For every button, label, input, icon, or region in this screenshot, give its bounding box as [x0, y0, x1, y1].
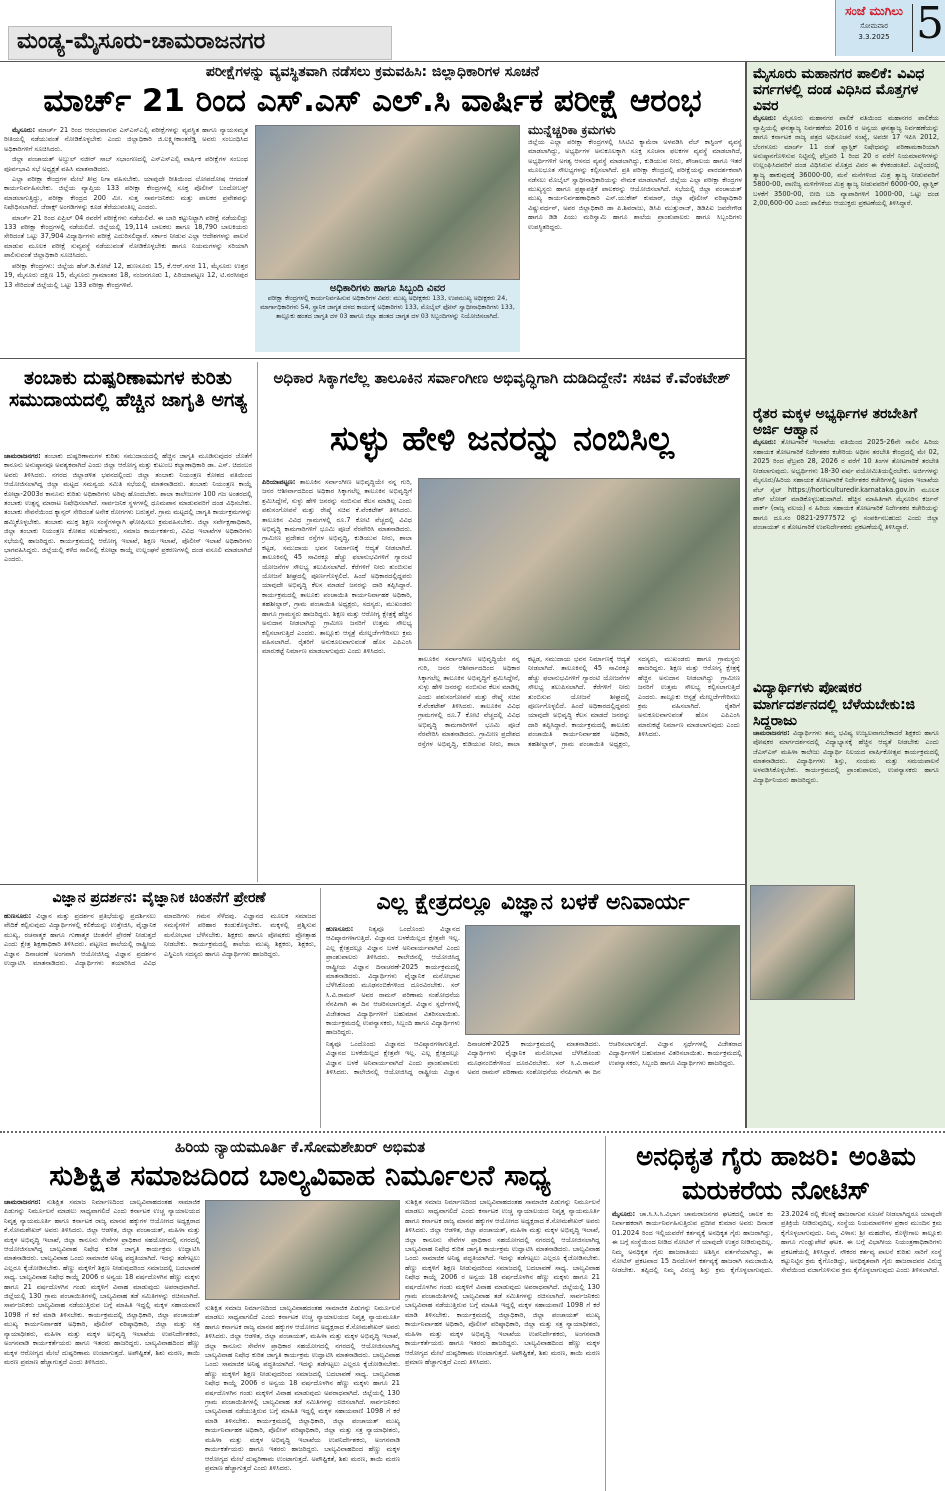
top-headline: ಮಾರ್ಚ್ 21 ರಿಂದ ಎಸ್.ಎಸ್ ಎಲ್.ಸಿ ವಾರ್ಷಿಕ ಪರೀಕ್ಷೆ ಆರಂಭ: [43, 83, 702, 119]
photo-caption-box: ಅಧಿಕಾರಿಗಳು ಹಾಗೂ ಸಿಬ್ಬಂದಿ ವಿವರ ಪರೀಕ್ಷಾ ಕೇಂದ್ರಗಳಲ್ಲಿ ಕಾರ್ಯನಿರ್ವಹಿಸುವ ಅಧಿಕಾರಿಗಳ ವಿವರ: ಮುಖ್ಯ ಅಧೀಕ್ಷಕರು 133, ಉಪಮುಖ್ಯ ಅಧೀಕ್ಷಕರು 24, ಮಾರ್ಗಾಧಿಕಾರಿಗಳು 54, ಸ್ಥಾನಿಕ ಜಾಗೃತ ದಳದ ಕಾರ್ಯಕ್ಕೆ ಅಧಿಕಾರಿಗಳು 133, ಮೊಬೈಲ್ ಫೋನ್ ಸ್ವಾಧೀನಾಧಿಕಾರಿಗಳು 133, ತಾಲ್ಲೂಕು ಹಂತದ ಜಾಗೃತಿ ದಳ 03 ಹಾಗೂ ಜಿಲ್ಲಾ ಹಂತದ ಜಾಗೃತ ದಳ 03 ಸಿಬ್ಬಂದಿಗಳನ್ನು ನಿಯೋಜಿಸಲಾಗಿದೆ.: [255, 280, 520, 352]
child-marriage-kicker: ಹಿರಿಯ ನ್ಯಾಯಮೂರ್ತಿ ಕೆ.ಸೋಮಶೇಖರ್ ಅಭಿಮತ: [174, 1138, 426, 1156]
top-kicker: ಪರೀಕ್ಷೆಗಳನ್ನು ವ್ಯವಸ್ಥಿತವಾಗಿ ನಡೆಸಲು ಕ್ರಮವಹಿಸಿ: ಜಿಲ್ಲಾಧಿಕಾರಿಗಳ ಸೂಚನೆ: [205, 64, 540, 80]
minister-kicker: ಅಧಿಕಾರ ಸಿಕ್ಕಾಗಲೆಲ್ಲ ತಾಲೂಕಿನ ಸರ್ವಾಂಗೀಣ ಅಭಿವೃದ್ಧಿಗಾಗಿ ದುಡಿದಿದ್ದೇನೆ: ಸಚಿವ ಕೆ.ವೆಂಕಟೇಶ್: [273, 369, 731, 387]
science-exhibition-headline: ವಿಜ್ಞಾನ ಪ್ರದರ್ಶನ: ವೈಜ್ಞಾನಿಕ ಚಿಂತನೆಗೆ ಪ್ರೇರಣೆ: [52, 890, 266, 906]
day-label: ಸೋಮವಾರ: [860, 22, 888, 30]
absence-notice-body: ಮೈಸೂರು: ಚಾ.ಸಿ.ಸಿ.ಸಿ.ವಿಭಾಗ ಚಾಮರಾಜನಗರ ಘಟಕದಲ್ಲಿ ಚಾಲಕ ಕಂ ನಿರ್ವಾಹಕರಾಗಿ ಕಾರ್ಯನಿರ್ವಹಿಸುತ್ತಿರುವ ಪ್ರದೀಪ ಕುಮಾರ ಅವರು ದಿನಾಂಕ 01.2024 ರಿಂದ ಇಲ್ಲಿಯವರೆಗೆ ಕರ್ತವ್ಯಕ್ಕೆ ಅನಧಿಕೃತ ಗೈರು ಹಾಜರಾಗಿದ್ದು, ಈ ಬಗ್ಗೆ ಸಂಸ್ಥೆಯಿಂದ ನೀಡಿದ ನೋಟಿಸ್ ಗೆ ಯಾವುದೇ ಉತ್ತರ ನೀಡಿರುವುದಿಲ್ಲ. ನಿಮ್ಮ ಅನಧಿಕೃತ ಗೈರು ಹಾಜರಾತಿಯು ಅಶಿಸ್ತಿನ ವರ್ತನೆಯಾಗಿದ್ದು, ಈ ನೋಟಿಸ್ ಪ್ರಕಟವಾದ 15 ದಿನದೊಳಗೆ ಕರ್ತವ್ಯಕ್ಕೆ ಹಾಜರಾಗಿ ಸಮಜಾಯಿಷಿ ನೀಡಬೇಕು. ತಪ್ಪಿದಲ್ಲಿ ನಿಮ್ಮ ವಿರುದ್ಧ ಶಿಸ್ತು ಕ್ರಮ ಕೈಗೊಳ್ಳಲಾಗುವುದು. 23.2024 ರಲ್ಲಿ ಕೆಲಸಕ್ಕೆ ಹಾಜರಾಗುವ ಸೂಚನೆ ನೀಡಲಾಗಿದ್ದರೂ ಯಾವುದೇ ಪ್ರತಿಕ್ರಿಯೆ ನೀಡಿರುವುದಿಲ್ಲ. ಸಂಸ್ಥೆಯ ನಿಯಮಾವಳಿಗಳ ಪ್ರಕಾರ ಮುಂದಿನ ಕ್ರಮ ಕೈಗೊಳ್ಳಲಾಗುವುದು. ನಿಮ್ಮ ವಿಳಾಸ: ಶ್ರೀ ಮಹದೇವ, ಕೊಳ್ಳೇಗಾಲ ತಾಲ್ಲೂಕು ಹಾಗೂ ಗುಂಡ್ಲುಪೇಟೆ ಘಟಕ. ಈ ಬಗ್ಗೆ ವಿಭಾಗೀಯ ನಿಯಂತ್ರಣಾಧಿಕಾರಿಗಳು ಪ್ರಕಟಣೆಯಲ್ಲಿ ತಿಳಿಸಿದ್ದಾರೆ. ನೌಕರರ ಕರ್ತವ್ಯ ಪಾಲನೆ ಕುರಿತು ಸಾರಿಗೆ ಸಂಸ್ಥೆ ಕಟ್ಟುನಿಟ್ಟಿನ ಕ್ರಮ ಕೈಗೊಂಡಿದ್ದು, ಅನಧಿಕೃತವಾಗಿ ಗೈರು ಹಾಜರಾದವರ ವಿರುದ್ಧ ಸೇವೆಯಿಂದ ವಜಾಗೊಳಿಸುವ ಕ್ರಮ ಕೈಗೊಳ್ಳಲಾಗುವುದು ಎಂದು ತಿಳಿಸಲಾಗಿದೆ.: [612, 1210, 942, 1275]
sidebar-headline-3: ವಿದ್ಯಾರ್ಥಿಗಳು ಪೋಷಕರ ಮಾರ್ಗದರ್ಶನದಲ್ಲಿ ಬೆಳೆಯಬೇಕು:ಜಿ ಸಿದ್ದರಾಜು: [753, 680, 916, 729]
tobacco-article-body: ಚಾಮರಾಜನಗರ: ತಂಬಾಕು ದುಷ್ಪರಿಣಾಮಗಳ ಕುರಿತು ಸಮುದಾಯದಲ್ಲಿ ಹೆಚ್ಚಿನ ಜಾಗೃತಿ ಮೂಡಿಸುವುದರ ಜೊತೆಗೆ ಕಾನೂನು ಅನುಷ್ಠಾನವೂ ಅವಶ್ಯಕವಾಗಿದೆ ಎಂದು ಜಿಲ್ಲಾ ಆರೋಗ್ಯ ಮತ್ತು ಕುಟುಂಬ ಕಲ್ಯಾಣಾಧಿಕಾರಿ ಡಾ. ಎಸ್. ಚಿದಂಬರ ಅವರು ತಿಳಿಸಿದರು. ನಗರದ ಜಿಲ್ಲಾಡಳಿತ ಭವನದಲ್ಲಿಂದು ಜಿಲ್ಲಾ ತಂಬಾಕು ನಿಯಂತ್ರಣ ಕೋಶದ ವತಿಯಿಂದ ಆಯೋಜಿಸಲಾಗಿದ್ದ ಜಿಲ್ಲಾ ಮಟ್ಟದ ಸಮನ್ವಯ ಸಮಿತಿ ಸಭೆಯಲ್ಲಿ ಮಾತನಾಡಿದರು. ತಂಬಾಕು ನಿಯಂತ್ರಣ ಕಾಯ್ದೆ ಕೋಟ್ಪಾ-2003ರ ಕಾನೂನು ಕುರಿತು ಅಧಿಕಾರಿಗಳು ಅರಿವು ಹೊಂದಬೇಕು. ಶಾಲಾ ಕಾಲೇಜುಗಳ 100 ಗಜ ಅಂತರದಲ್ಲಿ ತಂಬಾಕು ಉತ್ಪನ್ನ ಮಾರಾಟ ನಿಷೇಧಿಸಲಾಗಿದೆ. ಸಾರ್ವಜನಿಕ ಸ್ಥಳಗಳಲ್ಲಿ ಧೂಮಪಾನ ಮಾಡುವವರಿಗೆ ದಂಡ ವಿಧಿಸಬೇಕು. ತಂಬಾಕು ಸೇವನೆಯಿಂದ ಕ್ಯಾನ್ಸರ್ ಸೇರಿದಂತೆ ಅನೇಕ ರೋಗಗಳು ಬರುತ್ತವೆ. ಗ್ರಾಮ ಮಟ್ಟದಲ್ಲಿ ಜಾಗೃತಿ ಕಾರ್ಯಕ್ರಮಗಳನ್ನು ಹಮ್ಮಿಕೊಳ್ಳಬೇಕು. ತಂಬಾಕು ಮುಕ್ತ ಶಿಕ್ಷಣ ಸಂಸ್ಥೆಗಳನ್ನಾಗಿ ಘೋಷಿಸಲು ಕ್ರಮವಹಿಸಬೇಕು. ಜಿಲ್ಲಾ ಸರ್ವೇಕ್ಷಣಾಧಿಕಾರಿ, ಜಿಲ್ಲಾ ತಂಬಾಕು ನಿಯಂತ್ರಣ ಕೋಶದ ಸಲಹೆಗಾರರು, ಸಮಾಜ ಕಾರ್ಯಕರ್ತರು, ವಿವಿಧ ಇಲಾಖೆಗಳ ಅಧಿಕಾರಿಗಳು ಸಭೆಯಲ್ಲಿ ಹಾಜರಿದ್ದರು. ಕಾರ್ಯಕ್ರಮದಲ್ಲಿ ಆರೋಗ್ಯ ಇಲಾಖೆ, ಶಿಕ್ಷಣ ಇಲಾಖೆ, ಪೊಲೀಸ್ ಇಲಾಖೆ ಅಧಿಕಾರಿಗಳು ಭಾಗವಹಿಸಿದ್ದರು. ಜಿಲ್ಲೆಯಲ್ಲಿ ಕಳೆದ ಸಾಲಿನಲ್ಲಿ ಕೋಟ್ಪಾ ಕಾಯ್ದೆ ಉಲ್ಲಂಘನೆ ಪ್ರಕರಣಗಳಲ್ಲಿ ದಂಡ ವಸೂಲಿ ಮಾಡಲಾಗಿದೆ ಎಂದರು.: [4, 452, 252, 564]
child-marriage-headline: ಸುಶಿಕ್ಷಿತ ಸಮಾಜದಿಂದ ಬಾಲ್ಯವಿವಾಹ ನಿರ್ಮೂಲನೆ ಸಾಧ್ಯ: [49, 1159, 551, 1192]
child-marriage-body: ಚಾಮರಾಜನಗರ: ಸುಶಿಕ್ಷಿತ ಸಮಾಜ ನಿರ್ಮಾಣದಿಂದ ಬಾಲ್ಯವಿವಾಹದಂತಹ ಸಾಮಾಜಿಕ ಪಿಡುಗನ್ನು ನಿರ್ಮೂಲನೆ ಮಾಡಲು ಸಾಧ್ಯವಾಗಲಿದೆ ಎಂದು ಕರ್ನಾಟಕ ಉಚ್ಚ ನ್ಯಾಯಾಲಯದ ನಿವೃತ್ತ ನ್ಯಾಯಮೂರ್ತಿ ಹಾಗೂ ಕರ್ನಾಟಕ ರಾಜ್ಯ ಮಾನವ ಹಕ್ಕುಗಳ ಆಯೋಗದ ಅಧ್ಯಕ್ಷರಾದ ಕೆ.ಸೋಮಶೇಖರ್ ಅವರು ತಿಳಿಸಿದರು. ಜಿಲ್ಲಾ ಆಡಳಿತ, ಜಿಲ್ಲಾ ಪಂಚಾಯತ್, ಮಹಿಳಾ ಮತ್ತು ಮಕ್ಕಳ ಅಭಿವೃದ್ಧಿ ಇಲಾಖೆ, ಜಿಲ್ಲಾ ಕಾನೂನು ಸೇವೆಗಳ ಪ್ರಾಧಿಕಾರ ಸಹಯೋಗದಲ್ಲಿ ನಗರದಲ್ಲಿ ಆಯೋಜಿಸಲಾಗಿದ್ದ ಬಾಲ್ಯವಿವಾಹ ನಿಷೇಧ ಕುರಿತ ಜಾಗೃತಿ ಕಾರ್ಯಕ್ರಮ ಉದ್ಘಾಟಿಸಿ ಮಾತನಾಡಿದರು. ಬಾಲ್ಯವಿವಾಹ ಒಂದು ಸಾಮಾಜಿಕ ಅನಿಷ್ಟ ಪದ್ಧತಿಯಾಗಿದೆ. ಇದನ್ನು ತಡೆಗಟ್ಟಲು ಎಲ್ಲರೂ ಕೈಜೋಡಿಸಬೇಕು. ಹೆಣ್ಣು ಮಕ್ಕಳಿಗೆ ಶಿಕ್ಷಣ ನೀಡುವುದರಿಂದ ಸಮಾಜದಲ್ಲಿ ಬದಲಾವಣೆ ಸಾಧ್ಯ. ಬಾಲ್ಯವಿವಾಹ ನಿಷೇಧ ಕಾಯ್ದೆ 2006 ರ ಅನ್ವಯ 18 ವರ್ಷದೊಳಗಿನ ಹೆಣ್ಣು ಮಕ್ಕಳು ಹಾಗೂ 21 ವರ್ಷದೊಳಗಿನ ಗಂಡು ಮಕ್ಕಳಿಗೆ ವಿವಾಹ ಮಾಡುವುದು ಅಪರಾಧವಾಗಿದೆ. ಜಿಲ್ಲೆಯಲ್ಲಿ 130 ಗ್ರಾಮ ಪಂಚಾಯಿತಿಗಳಲ್ಲಿ ಬಾಲ್ಯವಿವಾಹ ತಡೆ ಸಮಿತಿಗಳನ್ನು ರಚಿಸಲಾಗಿದೆ. ಸಾರ್ವಜನಿಕರು ಬಾಲ್ಯವಿವಾಹ ನಡೆಯುತ್ತಿರುವ ಬಗ್ಗೆ ಮಾಹಿತಿ ಇದ್ದಲ್ಲಿ ಮಕ್ಕಳ ಸಹಾಯವಾಣಿ 1098 ಗೆ ಕರೆ ಮಾಡಿ ತಿಳಿಸಬೇಕು. ಕಾರ್ಯಕ್ರಮದಲ್ಲಿ ಜಿಲ್ಲಾಧಿಕಾರಿ, ಜಿಲ್ಲಾ ಪಂಚಾಯತ್ ಮುಖ್ಯ ಕಾರ್ಯನಿರ್ವಾಹಕ ಅಧಿಕಾರಿ, ಪೊಲೀಸ್ ವರಿಷ್ಠಾಧಿಕಾರಿ, ಜಿಲ್ಲಾ ಮತ್ತು ಸತ್ರ ನ್ಯಾಯಾಧೀಶರು, ಮಹಿಳಾ ಮತ್ತು ಮಕ್ಕಳ ಅಭಿವೃದ್ಧಿ ಇಲಾಖೆಯ ಉಪನಿರ್ದೇಶಕರು, ಅಂಗನವಾಡಿ ಕಾರ್ಯಕರ್ತೆಯರು ಹಾಗೂ ಇತರರು ಹಾಜರಿದ್ದರು. ಬಾಲ್ಯವಿವಾಹದಿಂದ ಹೆಣ್ಣು ಮಕ್ಕಳ ಆರೋಗ್ಯದ ಮೇಲೆ ದುಷ್ಪರಿಣಾಮ ಉಂಟಾಗುತ್ತದೆ. ಅಪೌಷ್ಟಿಕತೆ, ಶಿಶು ಮರಣ, ತಾಯಿ ಮರಣ ಪ್ರಮಾಣ ಹೆಚ್ಚಾಗುತ್ತದೆ ಎಂದು ತಿಳಿಸಿದರು.: [4, 1198, 200, 1366]
minister-article-continued: ತಾಲೂಕಿನ ಸರ್ವಾಂಗೀಣ ಅಭಿವೃದ್ಧಿಯೇ ನನ್ನ ಗುರಿ, ಜನರ ಆಶೀರ್ವಾದದಿಂದ ಅಧಿಕಾರ ಸಿಕ್ಕಾಗಲೆಲ್ಲ ತಾಲೂಕಿನ ಅಭಿವೃದ್ಧಿಗೆ ಶ್ರಮಿಸಿದ್ದೇನೆ, ಸುಳ್ಳು ಹೇಳಿ ಜನರನ್ನು ನಂಬಿಸುವ ಕೆಲಸ ಮಾಡಿಲ್ಲ ಎಂದು ಪಶುಸಂಗೋಪನೆ ಮತ್ತು ರೇಷ್ಮೆ ಸಚಿವ ಕೆ.ವೆಂಕಟೇಶ್ ತಿಳಿಸಿದರು. ತಾಲೂಕಿನ ವಿವಿಧ ಗ್ರಾಮಗಳಲ್ಲಿ ರೂ.7 ಕೋಟಿ ವೆಚ್ಚದಲ್ಲಿ ವಿವಿಧ ಅಭಿವೃದ್ಧಿ ಕಾಮಗಾರಿಗಳಿಗೆ ಭೂಮಿ ಪೂಜೆ ನೆರವೇರಿಸಿ ಮಾತನಾಡಿದರು. ಗ್ರಾಮೀಣ ಪ್ರದೇಶದ ರಸ್ತೆಗಳ ಅಭಿವೃದ್ಧಿ, ಕುಡಿಯುವ ನೀರು, ಶಾಲಾ ಕಟ್ಟಡ, ಸಮುದಾಯ ಭವನ ನಿರ್ಮಾಣಕ್ಕೆ ಆದ್ಯತೆ ನೀಡಲಾಗಿದೆ. ತಾಲೂಕಿನಲ್ಲಿ 45 ಸಾವಿರಕ್ಕೂ ಹೆಚ್ಚು ಫಲಾನುಭವಿಗಳಿಗೆ ಗ್ಯಾರಂಟಿ ಯೋಜನೆಗಳ ಸೌಲಭ್ಯ ತಲುಪಿಸಲಾಗಿದೆ. ಕೆರೆಗಳಿಗೆ ನೀರು ತುಂಬಿಸುವ ಯೋಜನೆ ಶೀಘ್ರದಲ್ಲಿ ಪೂರ್ಣಗೊಳ್ಳಲಿದೆ. ಹಿಂದೆ ಅಧಿಕಾರದಲ್ಲಿದ್ದವರು ಯಾವುದೇ ಅಭಿವೃದ್ಧಿ ಕೆಲಸ ಮಾಡದೆ ಜನರನ್ನು ದಾರಿ ತಪ್ಪಿಸಿದ್ದಾರೆ. ಕಾರ್ಯಕ್ರಮದಲ್ಲಿ ತಾಲೂಕು ಪಂಚಾಯಿತಿ ಕಾರ್ಯನಿರ್ವಾಹಕ ಅಧಿಕಾರಿ, ತಹಶೀಲ್ದಾರ್, ಗ್ರಾಮ ಪಂಚಾಯಿತಿ ಅಧ್ಯಕ್ಷರು, ಸದಸ್ಯರು, ಮುಖಂಡರು ಹಾಗೂ ಗ್ರಾಮಸ್ಥರು ಹಾಜರಿದ್ದರು. ಶಿಕ್ಷಣ ಮತ್ತು ಆರೋಗ್ಯ ಕ್ಷೇತ್ರಕ್ಕೆ ಹೆಚ್ಚಿನ ಅನುದಾನ ನೀಡಲಾಗಿದ್ದು ಗ್ರಾಮೀಣ ಜನರಿಗೆ ಉತ್ತಮ ಸೌಲಭ್ಯ ಕಲ್ಪಿಸಲಾಗುತ್ತಿದೆ ಎಂದರು. ತಾಲ್ಲೂಕು ಆಸ್ಪತ್ರೆ ಮೇಲ್ದರ್ಜೆಗೇರಿಸಲು ಕ್ರಮ ವಹಿಸಲಾಗಿದೆ. ರೈತರಿಗೆ ಅನುಕೂಲವಾಗುವಂತೆ ಹೊಸ ಎಪಿಎಂಸಿ ಮಾರುಕಟ್ಟೆ ನಿರ್ಮಾಣ ಮಾಡಲಾಗುವುದು ಎಂದು ತಿಳಿಸಿದರು.: [418, 655, 740, 748]
student-event-photo: [750, 885, 855, 1000]
minister-article-body: ಪಿರಿಯಾಪಟ್ಟಣ: ತಾಲೂಕಿನ ಸರ್ವಾಂಗೀಣ ಅಭಿವೃದ್ಧಿಯೇ ನನ್ನ ಗುರಿ, ಜನರ ಆಶೀರ್ವಾದದಿಂದ ಅಧಿಕಾರ ಸಿಕ್ಕಾಗಲೆಲ್ಲ ತಾಲೂಕಿನ ಅಭಿವೃದ್ಧಿಗೆ ಶ್ರಮಿಸಿದ್ದೇನೆ, ಸುಳ್ಳು ಹೇಳಿ ಜನರನ್ನು ನಂಬಿಸುವ ಕೆಲಸ ಮಾಡಿಲ್ಲ ಎಂದು ಪಶುಸಂಗೋಪನೆ ಮತ್ತು ರೇಷ್ಮೆ ಸಚಿವ ಕೆ.ವೆಂಕಟೇಶ್ ತಿಳಿಸಿದರು. ತಾಲೂಕಿನ ವಿವಿಧ ಗ್ರಾಮಗಳಲ್ಲಿ ರೂ.7 ಕೋಟಿ ವೆಚ್ಚದಲ್ಲಿ ವಿವಿಧ ಅಭಿವೃದ್ಧಿ ಕಾಮಗಾರಿಗಳಿಗೆ ಭೂಮಿ ಪೂಜೆ ನೆರವೇರಿಸಿ ಮಾತನಾಡಿದರು. ಗ್ರಾಮೀಣ ಪ್ರದೇಶದ ರಸ್ತೆಗಳ ಅಭಿವೃದ್ಧಿ, ಕುಡಿಯುವ ನೀರು, ಶಾಲಾ ಕಟ್ಟಡ, ಸಮುದಾಯ ಭವನ ನಿರ್ಮಾಣಕ್ಕೆ ಆದ್ಯತೆ ನೀಡಲಾಗಿದೆ. ತಾಲೂಕಿನಲ್ಲಿ 45 ಸಾವಿರಕ್ಕೂ ಹೆಚ್ಚು ಫಲಾನುಭವಿಗಳಿಗೆ ಗ್ಯಾರಂಟಿ ಯೋಜನೆಗಳ ಸೌಲಭ್ಯ ತಲುಪಿಸಲಾಗಿದೆ. ಕೆರೆಗಳಿಗೆ ನೀರು ತುಂಬಿಸುವ ಯೋಜನೆ ಶೀಘ್ರದಲ್ಲಿ ಪೂರ್ಣಗೊಳ್ಳಲಿದೆ. ಹಿಂದೆ ಅಧಿಕಾರದಲ್ಲಿದ್ದವರು ಯಾವುದೇ ಅಭಿವೃದ್ಧಿ ಕೆಲಸ ಮಾಡದೆ ಜನರನ್ನು ದಾರಿ ತಪ್ಪಿಸಿದ್ದಾರೆ. ಕಾರ್ಯಕ್ರಮದಲ್ಲಿ ತಾಲೂಕು ಪಂಚಾಯಿತಿ ಕಾರ್ಯನಿರ್ವಾಹಕ ಅಧಿಕಾರಿ, ತಹಶೀಲ್ದಾರ್, ಗ್ರಾಮ ಪಂಚಾಯಿತಿ ಅಧ್ಯಕ್ಷರು, ಸದಸ್ಯರು, ಮುಖಂಡರು ಹಾಗೂ ಗ್ರಾಮಸ್ಥರು ಹಾಜರಿದ್ದರು. ಶಿಕ್ಷಣ ಮತ್ತು ಆರೋಗ್ಯ ಕ್ಷೇತ್ರಕ್ಕೆ ಹೆಚ್ಚಿನ ಅನುದಾನ ನೀಡಲಾಗಿದ್ದು ಗ್ರಾಮೀಣ ಜನರಿಗೆ ಉತ್ತಮ ಸೌಲಭ್ಯ ಕಲ್ಪಿಸಲಾಗುತ್ತಿದೆ ಎಂದರು. ತಾಲ್ಲೂಕು ಆಸ್ಪತ್ರೆ ಮೇಲ್ದರ್ಜೆಗೇರಿಸಲು ಕ್ರಮ ವಹಿಸಲಾಗಿದೆ. ರೈತರಿಗೆ ಅನುಕೂಲವಾಗುವಂತೆ ಹೊಸ ಎಪಿಎಂಸಿ ಮಾರುಕಟ್ಟೆ ನಿರ್ಮಾಣ ಮಾಡಲಾಗುವುದು ಎಂದು ತಿಳಿಸಿದರು.: [262, 478, 412, 656]
meeting-photo: [255, 125, 520, 280]
section-title: ಮಂಡ್ಯ-ಮೈಸೂರು-ಚಾಮರಾಜನಗರ: [8, 26, 392, 60]
masthead: [835, 0, 945, 56]
precautions-box: ಮುನ್ನೆಚ್ಚರಿಕಾ ಕ್ರಮಗಳು ಜಿಲ್ಲೆಯ ಎಲ್ಲಾ ಪರೀಕ್ಷಾ ಕೇಂದ್ರಗಳಲ್ಲಿ ಸಿಸಿಟಿವಿ ಕ್ಯಾಮೆರಾ ಅಳವಡಿಸಿ ವೆಬ್ ಕಾಸ್ಟಿಂಗ್ ವ್ಯವಸ್ಥೆ ಮಾಡಲಾಗಿದ್ದು, ಅಭ್ಯರ್ಥಿಗಳ ಅನುಕೂಲಕ್ಕಾಗಿ ಸೂಕ್ತ ಸೂಚನಾ ಫಲಕಗಳ ವ್ಯವಸ್ಥೆ ಮಾಡಲಾಗಿದೆ, ಅಭ್ಯರ್ಥಿಗಳಿಗೆ ಅಗತ್ಯ ಆಸನದ ವ್ಯವಸ್ಥೆ ಮಾಡಲಾಗಿದ್ದು, ಕುಡಿಯುವ ನೀರು, ಶೌಚಾಲಯ ಹಾಗೂ ಇತರೆ ಮೂಲಭೂತ ಸೌಲಭ್ಯಗಳನ್ನು ಕಲ್ಪಿಸಲಾಗಿದೆ. ಪ್ರತಿ ಪರೀಕ್ಷಾ ಕೇಂದ್ರದಲ್ಲಿ ಪರೀಕ್ಷೆಯನ್ನು ಪಾರದರ್ಶಕವಾಗಿ ನಡೆಸಲು ಮೊಬೈಲ್ ಸ್ವಾಧೀನಾಧಿಕಾರಿಯನ್ನು ನೇಮಕ ಮಾಡಲಾಗಿದೆ. ಜಿಲ್ಲೆಯ ಎಲ್ಲಾ ಪರೀಕ್ಷಾ ಕೇಂದ್ರಗಳ ಮುಖ್ಯಸ್ಥರು ಹಾಗೂ ಪ್ರಶ್ನಾಪತ್ರಿಕೆ ಪಾಲಕರನ್ನು ಆಯೋಜಿಸಲಾಗಿದೆ. ಸಭೆಯಲ್ಲಿ ಜಿಲ್ಲಾ ಪಂಚಾಯತ್ ಮುಖ್ಯ ಕಾರ್ಯನಿರ್ವಹಣಾಧಿಕಾರಿ ಎಸ್.ಯುಕೇಶ್ ಕುಮಾರ್, ಜಿಲ್ಲಾ ಪೊಲೀಸ್ ವರಿಷ್ಠಾಧಿಕಾರಿ ವಿಷ್ಣುವರ್ಧನ್, ಅಪರ ಜಿಲ್ಲಾಧಿಕಾರಿ ಡಾ ಪಿ.ಶಿವರಾಜು, ಡಿಸಿಪಿ ಮುತ್ತುರಾಜ್, ಡಿಡಿಪಿಐ ಜವರೇಗೌಡ ಹಾಗೂ ಡಿಡಿ ಪಿಯು ಮರಿಸ್ವಾಮಿ ಹಾಗೂ ಶಾಲೆಯ ಪ್ರಾಂಶುಪಾಲರು ಹಾಗೂ ಸಿಬ್ಬಂದಿಗಳು ಉಪಸ್ಥಿತರಿದ್ದರು.: [528, 123, 742, 231]
child-marriage-body-mid: ಸುಶಿಕ್ಷಿತ ಸಮಾಜ ನಿರ್ಮಾಣದಿಂದ ಬಾಲ್ಯವಿವಾಹದಂತಹ ಸಾಮಾಜಿಕ ಪಿಡುಗನ್ನು ನಿರ್ಮೂಲನೆ ಮಾಡಲು ಸಾಧ್ಯವಾಗಲಿದೆ ಎಂದು ಕರ್ನಾಟಕ ಉಚ್ಚ ನ್ಯಾಯಾಲಯದ ನಿವೃತ್ತ ನ್ಯಾಯಮೂರ್ತಿ ಹಾಗೂ ಕರ್ನಾಟಕ ರಾಜ್ಯ ಮಾನವ ಹಕ್ಕುಗಳ ಆಯೋಗದ ಅಧ್ಯಕ್ಷರಾದ ಕೆ.ಸೋಮಶೇಖರ್ ಅವರು ತಿಳಿಸಿದರು. ಜಿಲ್ಲಾ ಆಡಳಿತ, ಜಿಲ್ಲಾ ಪಂಚಾಯತ್, ಮಹಿಳಾ ಮತ್ತು ಮಕ್ಕಳ ಅಭಿವೃದ್ಧಿ ಇಲಾಖೆ, ಜಿಲ್ಲಾ ಕಾನೂನು ಸೇವೆಗಳ ಪ್ರಾಧಿಕಾರ ಸಹಯೋಗದಲ್ಲಿ ನಗರದಲ್ಲಿ ಆಯೋಜಿಸಲಾಗಿದ್ದ ಬಾಲ್ಯವಿವಾಹ ನಿಷೇಧ ಕುರಿತ ಜಾಗೃತಿ ಕಾರ್ಯಕ್ರಮ ಉದ್ಘಾಟಿಸಿ ಮಾತನಾಡಿದರು. ಬಾಲ್ಯವಿವಾಹ ಒಂದು ಸಾಮಾಜಿಕ ಅನಿಷ್ಟ ಪದ್ಧತಿಯಾಗಿದೆ. ಇದನ್ನು ತಡೆಗಟ್ಟಲು ಎಲ್ಲರೂ ಕೈಜೋಡಿಸಬೇಕು. ಹೆಣ್ಣು ಮಕ್ಕಳಿಗೆ ಶಿಕ್ಷಣ ನೀಡುವುದರಿಂದ ಸಮಾಜದಲ್ಲಿ ಬದಲಾವಣೆ ಸಾಧ್ಯ. ಬಾಲ್ಯವಿವಾಹ ನಿಷೇಧ ಕಾಯ್ದೆ 2006 ರ ಅನ್ವಯ 18 ವರ್ಷದೊಳಗಿನ ಹೆಣ್ಣು ಮಕ್ಕಳು ಹಾಗೂ 21 ವರ್ಷದೊಳಗಿನ ಗಂಡು ಮಕ್ಕಳಿಗೆ ವಿವಾಹ ಮಾಡುವುದು ಅಪರಾಧವಾಗಿದೆ. ಜಿಲ್ಲೆಯಲ್ಲಿ 130 ಗ್ರಾಮ ಪಂಚಾಯಿತಿಗಳಲ್ಲಿ ಬಾಲ್ಯವಿವಾಹ ತಡೆ ಸಮಿತಿಗಳನ್ನು ರಚಿಸಲಾಗಿದೆ. ಸಾರ್ವಜನಿಕರು ಬಾಲ್ಯವಿವಾಹ ನಡೆಯುತ್ತಿರುವ ಬಗ್ಗೆ ಮಾಹಿತಿ ಇದ್ದಲ್ಲಿ ಮಕ್ಕಳ ಸಹಾಯವಾಣಿ 1098 ಗೆ ಕರೆ ಮಾಡಿ ತಿಳಿಸಬೇಕು. ಕಾರ್ಯಕ್ರಮದಲ್ಲಿ ಜಿಲ್ಲಾಧಿಕಾರಿ, ಜಿಲ್ಲಾ ಪಂಚಾಯತ್ ಮುಖ್ಯ ಕಾರ್ಯನಿರ್ವಾಹಕ ಅಧಿಕಾರಿ, ಪೊಲೀಸ್ ವರಿಷ್ಠಾಧಿಕಾರಿ, ಜಿಲ್ಲಾ ಮತ್ತು ಸತ್ರ ನ್ಯಾಯಾಧೀಶರು, ಮಹಿಳಾ ಮತ್ತು ಮಕ್ಕಳ ಅಭಿವೃದ್ಧಿ ಇಲಾಖೆಯ ಉಪನಿರ್ದೇಶಕರು, ಅಂಗನವಾಡಿ ಕಾರ್ಯಕರ್ತೆಯರು ಹಾಗೂ ಇತರರು ಹಾಜರಿದ್ದರು. ಬಾಲ್ಯವಿವಾಹದಿಂದ ಹೆಣ್ಣು ಮಕ್ಕಳ ಆರೋಗ್ಯದ ಮೇಲೆ ದುಷ್ಪರಿಣಾಮ ಉಂಟಾಗುತ್ತದೆ. ಅಪೌಷ್ಟಿಕತೆ, ಶಿಶು ಮರಣ, ತಾಯಿ ಮರಣ ಪ್ರಮಾಣ ಹೆಚ್ಚಾಗುತ್ತದೆ ಎಂದು ತಿಳಿಸಿದರು.: [205, 1304, 400, 1472]
minister-photo: [418, 478, 740, 650]
paper-name-logo: ಸಂಜೆ ಮುಗಿಲು: [845, 4, 903, 18]
minister-headline: ಸುಳ್ಳು ಹೇಳಿ ಜನರನ್ನು ನಂಬಿಸಿಲ್ಲ: [329, 419, 675, 459]
date-label: 3.3.2025: [858, 33, 890, 41]
tobacco-headline: ತಂಬಾಕು ದುಷ್ಪರಿಣಾಮಗಳ ಕುರಿತು ಸಮುದಾಯದಲ್ಲಿ ಹೆಚ್ಚಿನ ಜಾಗೃತಿ ಅಗತ್ಯ: [9, 367, 247, 411]
sidebar-headline-1: ಮೈಸೂರು ಮಹಾನಗರ ಪಾಲಿಕೆ: ವಿವಿಧ ವರ್ಗಗಳಲ್ಲಿ ದಂಡ ವಿಧಿಸಿದ ಮೊತ್ತಗಳ ವಿವರ: [753, 66, 925, 115]
section-divider: [0, 1131, 945, 1134]
absence-notice-headline: ಅನಧಿಕೃತ ಗೈರು ಹಾಜರಿ: ಅಂತಿಮ ಮರುಕರೆಯ ನೋಟಿಸ್: [636, 1142, 916, 1206]
science-day-photo: [465, 925, 740, 1035]
science-day-body-continued: ನಿತ್ಯವೂ ಒಂದೊಂದು ವಿಜ್ಞಾನದ ಆವಿಷ್ಕಾರಗಳಾಗುತ್ತಿದೆ. ವಿಜ್ಞಾನದ ಬಳಕೆಯಿಲ್ಲದ ಕ್ಷೇತ್ರವೇ ಇಲ್ಲ. ಎಲ್ಲ ಕ್ಷೇತ್ರದಲ್ಲೂ ವಿಜ್ಞಾನ ಬಳಕೆ ಅನಿವಾರ್ಯವಾಗಿದೆ ಎಂದು ಪ್ರಾಂಶುಪಾಲರು ತಿಳಿಸಿದರು. ಕಾಲೇಜಿನಲ್ಲಿ ಆಯೋಜಿಸಿದ್ದ ರಾಷ್ಟ್ರೀಯ ವಿಜ್ಞಾನ ದಿನಾಚರಣೆ-2025 ಕಾರ್ಯಕ್ರಮದಲ್ಲಿ ಮಾತನಾಡಿದರು. ವಿದ್ಯಾರ್ಥಿಗಳು ವೈಜ್ಞಾನಿಕ ಮನೋಭಾವ ಬೆಳೆಸಿಕೊಂಡು ಮೂಢನಂಬಿಕೆಗಳಿಂದ ದೂರವಿರಬೇಕು. ಸರ್ ಸಿ.ವಿ.ರಾಮನ್ ಅವರ ರಾಮನ್ ಪರಿಣಾಮ ಸಂಶೋಧನೆಯ ನೆನಪಿಗಾಗಿ ಈ ದಿನ ಆಚರಿಸಲಾಗುತ್ತದೆ. ವಿಜ್ಞಾನ ಸ್ಪರ್ಧೆಗಳಲ್ಲಿ ವಿಜೇತರಾದ ವಿದ್ಯಾರ್ಥಿಗಳಿಗೆ ಬಹುಮಾನ ವಿತರಿಸಲಾಯಿತು. ಕಾರ್ಯಕ್ರಮದಲ್ಲಿ ಉಪನ್ಯಾಸಕರು, ಸಿಬ್ಬಂದಿ ಹಾಗೂ ವಿದ್ಯಾರ್ಥಿಗಳು ಹಾಜರಿದ್ದರು.: [326, 1040, 742, 1077]
sidebar-headline-2: ರೈತರ ಮಕ್ಕಳ ಅಭ್ಯರ್ಥಿಗಳ ತರಬೇತಿಗೆ ಅರ್ಜಿ ಆಹ್ವಾನ: [753, 406, 918, 439]
page-number: 5: [916, 0, 944, 49]
science-day-headline: ಎಲ್ಲ ಕ್ಷೇತ್ರದಲ್ಲೂ ವಿಜ್ಞಾನ ಬಳಕೆ ಅನಿವಾರ್ಯ: [376, 890, 690, 915]
child-marriage-photo: [205, 1200, 400, 1300]
right-sidebar: ಮೈಸೂರು ಮಹಾನಗರ ಪಾಲಿಕೆ: ವಿವಿಧ ವರ್ಗಗಳಲ್ಲಿ ದಂಡ ವಿಧಿಸಿದ ಮೊತ್ತಗಳ ವಿವರ ಮೈಸೂರು: ಮೈಸೂರು ಮಹಾನಗರ ಪಾಲಿಕೆ ವತಿಯಿಂದ ಮಹಾನಗರ ಪಾಲಿಕೆಯ ವ್ಯಾಪ್ತಿಯಲ್ಲಿ ಘನತ್ಯಾಜ್ಯ ನಿರ್ವಹಣೆಯ 2016 ರ ಅನ್ವಯ ಘನತ್ಯಾಜ್ಯ ನಿರ್ವಹಣೆಯನ್ನು ಹಾಗೂ ಕರ್ನಾಟಕ ರಾಜ್ಯ ಪತ್ರದ ಅಧಿಸೂಚನೆ ಸಂಖ್ಯೆ, ಅಪಜೀ 17 ಇಪಿಸಿ 2012, ಬೆಂಗಳೂರು ಮಾರ್ಚ್ 11 ರಂತೆ ಪ್ಲಾಸ್ಟಿಕ್ ನಿಷೇಧವನ್ನು ಪರಿಣಾಮಕಾರಿಯಾಗಿ ಅನುಷ್ಠಾನಗೊಳಿಸುವ ನಿಟ್ಟಿನಲ್ಲಿ ಫೆಬ್ರವರಿ 1 ರಿಂದ 20 ರ ವರೆಗೆ ನಿಯಮಾವಳಿಗಳನ್ನು ಉಲ್ಲಂಘಿಸಿದವರಿಗೆ ದಂಡ ವಿಧಿಸಿರುವ ಮೊತ್ತದ ವಿವರ ಈ ಕೆಳಕಂಡಂತಿದೆ. ಎಲ್ಲೆಂದರಲ್ಲಿ ತ್ಯಾಜ್ಯ ಹಾಕುವುದಕ್ಕೆ 36000-00, ಮನೆ ಮನೆಗಳಿಂದ ಮಿಶ್ರ ತ್ಯಾಜ್ಯ ನೀಡುವವರಿಗೆ 5800-00, ವಾಣಿಜ್ಯ ಮಳಿಗೆಗಳಿಂದ ಮಿಶ್ರ ತ್ಯಾಜ್ಯ ನೀಡುವವರಿಗೆ 6000-00, ಪ್ಲಾಸ್ಟಿಕ್ ಬಳಕೆಗೆ 3500-00, ಬೀದಿ ಬದಿ ವ್ಯಾಪಾರಿಗಳಿಗೆ 1000-00, ಒಟ್ಟು ದಂಡ 2,00,600-00 ಎಂದು ಪಾಲಿಕೆಯ ಆಯುಕ್ತರು ಪ್ರಕಟಣೆಯಲ್ಲಿ ತಿಳಿಸಿದ್ದಾರೆ. ರೈತರ ಮಕ್ಕಳ ಅಭ್ಯರ್ಥಿಗಳ ತರಬೇತಿಗೆ ಅರ್ಜಿ ಆಹ್ವಾನ ಮೈಸೂರು: ತೋಟಗಾರಿಕೆ ಇಲಾಖೆಯ ವತಿಯಿಂದ 2025-26ನೇ ಸಾಲಿನ ಹಿರಿಯ ಸಹಾಯಕ ತೋಟಗಾರಿಕೆ ನಿರ್ದೇಶಕರ ಕಚೇರಿಯ ಅಧೀನ ತರಬೇತಿ ಕೇಂದ್ರದಲ್ಲಿ ಮೇ 02, 2025 ರಿಂದ ಫೆಬ್ರವರಿ 28, 2026 ರ ವರೆಗೆ 10 ತಿಂಗಳ ತೋಟಗಾರಿಕೆ ತರಬೇತಿ ನೀಡಲಾಗುವುದು. ಅಭ್ಯರ್ಥಿಗಳು 18-30 ವರ್ಷ ವಯೋಮಿತಿಯಲ್ಲಿರಬೇಕು. ಅರ್ಜಿಗಳನ್ನು ಮೈಸೂರು/ಹಿರಿಯ ಸಹಾಯಕ ತೋಟಗಾರಿಕೆ ನಿರ್ದೇಶಕರ ಕಚೇರಿಗಳಲ್ಲಿ ಅಥವಾ ಇಲಾಖೆಯ ವೆಬ್ ಸೈಟ್ https://horticulturedir.karnataka.gov.in ಮೂಲಕ ಡೌನ್ ಲೋಡ್ ಮಾಡಿಕೊಳ್ಳಬಹುದಾಗಿದೆ. ಹೆಚ್ಚಿನ ಮಾಹಿತಿಗಾಗಿ ಮೈಸೂರಿನ ಕರ್ಜನ್ ಪಾರ್ಕ್ (ರಾಜ್ಯ ವಲಯ) ನ ಹಿರಿಯ ಸಹಾಯಕ ತೋಟಗಾರಿಕೆ ನಿರ್ದೇಶಕರ ಕಚೇರಿಯನ್ನು ಹಾಗೂ ದೂ.ಸಂ 0821-2977572 ನ್ನು ಸಂಪರ್ಕಿಸಬಹುದು ಎಂದು ಜಿಲ್ಲಾ ಪಂಚಾಯತ್ ನ ತೋಟಗಾರಿಕೆ ಉಪನಿರ್ದೇಶಕರು ಪ್ರಕಟಣೆಯಲ್ಲಿ ತಿಳಿಸಿದ್ದಾರೆ. ವಿದ್ಯಾರ್ಥಿಗಳು ಪೋಷಕರ ಮಾರ್ಗದರ್ಶನದಲ್ಲಿ ಬೆಳೆಯಬೇಕು:ಜಿ ಸಿದ್ದರಾಜು ಚಾಮರಾಜನಗರ: ವಿದ್ಯಾರ್ಥಿಗಳು ತಮ್ಮ ಭವಿಷ್ಯ ಉಜ್ವಲವಾಗಬೇಕಾದರೆ ಶಿಕ್ಷಕರು ಹಾಗೂ ಪೋಷಕರ ಮಾರ್ಗದರ್ಶನದಲ್ಲಿ ವಿದ್ಯಾಭ್ಯಾಸಕ್ಕೆ ಹೆಚ್ಚಿನ ಆದ್ಯತೆ ನೀಡಬೇಕು ಎಂದು ಜೆಎಸ್ಎಸ್ ಮಹಿಳಾ ಕಾಲೇಜು ವಿದ್ಯಾರ್ಥಿ ನಿಲಯದ ವಾರ್ಷಿಕೋತ್ಸವ ಕಾರ್ಯಕ್ರಮದಲ್ಲಿ ಮಾತನಾಡಿದರು. ವಿದ್ಯಾರ್ಥಿಗಳು ಶಿಸ್ತು, ಸಂಯಮ ಮತ್ತು ಸಮಯಪಾಲನೆ ಅಳವಡಿಸಿಕೊಳ್ಳಬೇಕು. ಕಾರ್ಯಕ್ರಮದಲ್ಲಿ ಪ್ರಾಂಶುಪಾಲರು, ಉಪನ್ಯಾಸಕರು ಹಾಗೂ ವಿದ್ಯಾರ್ಥಿನಿಯರು ಹಾಜರಿದ್ದರು.: [745, 62, 945, 1128]
child-marriage-body-right: ಸುಶಿಕ್ಷಿತ ಸಮಾಜ ನಿರ್ಮಾಣದಿಂದ ಬಾಲ್ಯವಿವಾಹದಂತಹ ಸಾಮಾಜಿಕ ಪಿಡುಗನ್ನು ನಿರ್ಮೂಲನೆ ಮಾಡಲು ಸಾಧ್ಯವಾಗಲಿದೆ ಎಂದು ಕರ್ನಾಟಕ ಉಚ್ಚ ನ್ಯಾಯಾಲಯದ ನಿವೃತ್ತ ನ್ಯಾಯಮೂರ್ತಿ ಹಾಗೂ ಕರ್ನಾಟಕ ರಾಜ್ಯ ಮಾನವ ಹಕ್ಕುಗಳ ಆಯೋಗದ ಅಧ್ಯಕ್ಷರಾದ ಕೆ.ಸೋಮಶೇಖರ್ ಅವರು ತಿಳಿಸಿದರು. ಜಿಲ್ಲಾ ಆಡಳಿತ, ಜಿಲ್ಲಾ ಪಂಚಾಯತ್, ಮಹಿಳಾ ಮತ್ತು ಮಕ್ಕಳ ಅಭಿವೃದ್ಧಿ ಇಲಾಖೆ, ಜಿಲ್ಲಾ ಕಾನೂನು ಸೇವೆಗಳ ಪ್ರಾಧಿಕಾರ ಸಹಯೋಗದಲ್ಲಿ ನಗರದಲ್ಲಿ ಆಯೋಜಿಸಲಾಗಿದ್ದ ಬಾಲ್ಯವಿವಾಹ ನಿಷೇಧ ಕುರಿತ ಜಾಗೃತಿ ಕಾರ್ಯಕ್ರಮ ಉದ್ಘಾಟಿಸಿ ಮಾತನಾಡಿದರು. ಬಾಲ್ಯವಿವಾಹ ಒಂದು ಸಾಮಾಜಿಕ ಅನಿಷ್ಟ ಪದ್ಧತಿಯಾಗಿದೆ. ಇದನ್ನು ತಡೆಗಟ್ಟಲು ಎಲ್ಲರೂ ಕೈಜೋಡಿಸಬೇಕು. ಹೆಣ್ಣು ಮಕ್ಕಳಿಗೆ ಶಿಕ್ಷಣ ನೀಡುವುದರಿಂದ ಸಮಾಜದಲ್ಲಿ ಬದಲಾವಣೆ ಸಾಧ್ಯ. ಬಾಲ್ಯವಿವಾಹ ನಿಷೇಧ ಕಾಯ್ದೆ 2006 ರ ಅನ್ವಯ 18 ವರ್ಷದೊಳಗಿನ ಹೆಣ್ಣು ಮಕ್ಕಳು ಹಾಗೂ 21 ವರ್ಷದೊಳಗಿನ ಗಂಡು ಮಕ್ಕಳಿಗೆ ವಿವಾಹ ಮಾಡುವುದು ಅಪರಾಧವಾಗಿದೆ. ಜಿಲ್ಲೆಯಲ್ಲಿ 130 ಗ್ರಾಮ ಪಂಚಾಯಿತಿಗಳಲ್ಲಿ ಬಾಲ್ಯವಿವಾಹ ತಡೆ ಸಮಿತಿಗಳನ್ನು ರಚಿಸಲಾಗಿದೆ. ಸಾರ್ವಜನಿಕರು ಬಾಲ್ಯವಿವಾಹ ನಡೆಯುತ್ತಿರುವ ಬಗ್ಗೆ ಮಾಹಿತಿ ಇದ್ದಲ್ಲಿ ಮಕ್ಕಳ ಸಹಾಯವಾಣಿ 1098 ಗೆ ಕರೆ ಮಾಡಿ ತಿಳಿಸಬೇಕು. ಕಾರ್ಯಕ್ರಮದಲ್ಲಿ ಜಿಲ್ಲಾಧಿಕಾರಿ, ಜಿಲ್ಲಾ ಪಂಚಾಯತ್ ಮುಖ್ಯ ಕಾರ್ಯನಿರ್ವಾಹಕ ಅಧಿಕಾರಿ, ಪೊಲೀಸ್ ವರಿಷ್ಠಾಧಿಕಾರಿ, ಜಿಲ್ಲಾ ಮತ್ತು ಸತ್ರ ನ್ಯಾಯಾಧೀಶರು, ಮಹಿಳಾ ಮತ್ತು ಮಕ್ಕಳ ಅಭಿವೃದ್ಧಿ ಇಲಾಖೆಯ ಉಪನಿರ್ದೇಶಕರು, ಅಂಗನವಾಡಿ ಕಾರ್ಯಕರ್ತೆಯರು ಹಾಗೂ ಇತರರು ಹಾಜರಿದ್ದರು. ಬಾಲ್ಯವಿವಾಹದಿಂದ ಹೆಣ್ಣು ಮಕ್ಕಳ ಆರೋಗ್ಯದ ಮೇಲೆ ದುಷ್ಪರಿಣಾಮ ಉಂಟಾಗುತ್ತದೆ. ಅಪೌಷ್ಟಿಕತೆ, ಶಿಶು ಮರಣ, ತಾಯಿ ಮರಣ ಪ್ರಮಾಣ ಹೆಚ್ಚಾಗುತ್ತದೆ ಎಂದು ತಿಳಿಸಿದರು.: [405, 1198, 600, 1366]
science-day-body: ಹುಣಸೂರು: ನಿತ್ಯವೂ ಒಂದೊಂದು ವಿಜ್ಞಾನದ ಆವಿಷ್ಕಾರಗಳಾಗುತ್ತಿದೆ. ವಿಜ್ಞಾನದ ಬಳಕೆಯಿಲ್ಲದ ಕ್ಷೇತ್ರವೇ ಇಲ್ಲ. ಎಲ್ಲ ಕ್ಷೇತ್ರದಲ್ಲೂ ವಿಜ್ಞಾನ ಬಳಕೆ ಅನಿವಾರ್ಯವಾಗಿದೆ ಎಂದು ಪ್ರಾಂಶುಪಾಲರು ತಿಳಿಸಿದರು. ಕಾಲೇಜಿನಲ್ಲಿ ಆಯೋಜಿಸಿದ್ದ ರಾಷ್ಟ್ರೀಯ ವಿಜ್ಞಾನ ದಿನಾಚರಣೆ-2025 ಕಾರ್ಯಕ್ರಮದಲ್ಲಿ ಮಾತನಾಡಿದರು. ವಿದ್ಯಾರ್ಥಿಗಳು ವೈಜ್ಞಾನಿಕ ಮನೋಭಾವ ಬೆಳೆಸಿಕೊಂಡು ಮೂಢನಂಬಿಕೆಗಳಿಂದ ದೂರವಿರಬೇಕು. ಸರ್ ಸಿ.ವಿ.ರಾಮನ್ ಅವರ ರಾಮನ್ ಪರಿಣಾಮ ಸಂಶೋಧನೆಯ ನೆನಪಿಗಾಗಿ ಈ ದಿನ ಆಚರಿಸಲಾಗುತ್ತದೆ. ವಿಜ್ಞಾನ ಸ್ಪರ್ಧೆಗಳಲ್ಲಿ ವಿಜೇತರಾದ ವಿದ್ಯಾರ್ಥಿಗಳಿಗೆ ಬಹುಮಾನ ವಿತರಿಸಲಾಯಿತು. ಕಾರ್ಯಕ್ರಮದಲ್ಲಿ ಉಪನ್ಯಾಸಕರು, ಸಿಬ್ಬಂದಿ ಹಾಗೂ ವಿದ್ಯಾರ್ಥಿಗಳು ಹಾಜರಿದ್ದರು.: [326, 925, 460, 1037]
top-article-body: ಮೈಸೂರು: ಮಾರ್ಚ್ 21 ರಿಂದ ಆರಂಭವಾಗುವ ಎಸ್ಎಸ್ಎಲ್ಸಿ ಪರೀಕ್ಷೆಗಳನ್ನು ವ್ಯವಸ್ಥಿತ ಹಾಗೂ ನ್ಯಾಯಸಮ್ಮತ ರೀತಿಯಲ್ಲಿ ನಡೆಯುವಂತೆ ನೋಡಿಕೊಳ್ಳಬೇಕು ಎಂದು ಜಿಲ್ಲಾಧಿಕಾರಿ ಜಿ.ಲಕ್ಷ್ಮೀಕಾಂತರೆಡ್ಡಿ ಅವರು ಸಂಬಂಧಿಸಿದ ಅಧಿಕಾರಿಗಳಿಗೆ ಸೂಚಿಸಿದರು. ಜಿಲ್ಲಾ ಪಂಚಾಯತ್ ಅಬ್ದುಲ್ ನಜೀರ್ ಸಾಬ್ ಸಭಾಂಗಣದಲ್ಲಿ ಎಸ್ಎಸ್ಎಲ್ಸಿ ವಾರ್ಷಿಕ ಪರೀಕ್ಷೆಗಳ ಸಂಬಂಧ ಪೂರ್ವಭಾವಿ ಸಭೆ ಅಧ್ಯಕ್ಷತೆ ವಹಿಸಿ ಮಾತನಾಡಿದರು. ಎಲ್ಲಾ ಪರೀಕ್ಷಾ ಕೇಂದ್ರಗಳ ಮೇಲೆ ತೀವ್ರ ನಿಗಾ ವಹಿಸಬೇಕು. ಯಾವುದೇ ರೀತಿಯಿಂದ ಲೋಪದೋಷ ಆಗದಂತೆ ಕಾರ್ಯನಿರ್ವಹಿಸಬೇಕು. ಜಿಲ್ಲೆಯ ವ್ಯಾಪ್ತಿಯ 133 ಪರೀಕ್ಷಾ ಕೇಂದ್ರಗಳಲ್ಲಿ ಸೂಕ್ತ ಪೊಲೀಸ್ ಬಂದೋಬಸ್ತ್ ಮಾಡಲಾಗುತ್ತಿದ್ದು, ಪರೀಕ್ಷಾ ಕೇಂದ್ರದ 200 ಮೀ. ಸುತ್ತ ಸಾರ್ವಜನಿಕರು ಮತ್ತು ಪಾಲಕರ ಪ್ರವೇಶವನ್ನು ನಿಷೇಧಿಸಲಾಗಿದೆ. ಜೆರಾಕ್ಸ್ ಅಂಗಡಿಗಳನ್ನು ಕೂಡ ತೆರೆಯುವಂತಿಲ್ಲ ಎಂದರು. ಮಾರ್ಚ್ 21 ರಿಂದ ಏಪ್ರಿಲ್ 04 ರವರೆಗೆ ಪರೀಕ್ಷೆಗಳು ನಡೆಯಲಿವೆ. ಈ ಬಾರಿ ಕಟ್ಟುನಿಟ್ಟಾಗಿ ಪರೀಕ್ಷೆ ನಡೆಯಲಿದ್ದು 133 ಪರೀಕ್ಷಾ ಕೇಂದ್ರಗಳಲ್ಲಿ ನಡೆಯಲಿದೆ. ಜಿಲ್ಲೆಯಲ್ಲಿ 19,114 ಬಾಲಕರು ಹಾಗೂ 18,790 ಬಾಲಕಿಯರು ಸೇರಿದಂತೆ ಒಟ್ಟು 37,904 ವಿದ್ಯಾರ್ಥಿಗಳು ಪರೀಕ್ಷೆ ಎದುರಿಸಲಿದ್ದಾರೆ. ಸರ್ಕಾರ ನೀಡುವ ಎಲ್ಲಾ ಆದೇಶಗಳನ್ನು ಪಾಲನೆ ಮಾಡುವ ಮೂಲಕ ಪರೀಕ್ಷೆ ಸುವ್ಯವಸ್ಥೆ ನಡೆಯುವಂತೆ ನೋಡಿಕೊಳ್ಳಬೇಕು ಹಾಗೂ ನಿಯಮಗಳನ್ನು ಸರಿಯಾಗಿ ಪಾಲಿಸುವಂತೆ ಜಿಲ್ಲಾಧಿಕಾರಿ ಸೂಚಿಸಿದರು. ಪರೀಕ್ಷಾ ಕೇಂದ್ರಗಳು: ಜಿಲ್ಲೆಯ ಹೆಚ್.ಡಿ.ಕೋಟೆ 12, ಹುಣಸೂರು 15, ಕೆ.ಆರ್.ನಗರ 11, ಮೈಸೂರು ಉತ್ತರ 19, ಮೈಸೂರು ದಕ್ಷಿಣ 15, ಮೈಸೂರು ಗ್ರಾಮಾಂತರ 18, ನಂಜನಗೂಡು 1, ಪಿರಿಯಾಪಟ್ಟಣ 12, ಟಿ.ನರಸೀಪುರ 13 ಸೇರಿದಂತೆ ಜಿಲ್ಲೆಯಲ್ಲಿ ಒಟ್ಟು 133 ಪರೀಕ್ಷಾ ಕೇಂದ್ರಗಳಿವೆ.: [4, 126, 248, 289]
science-exhibition-body: ಹುಣಸೂರು: ವಿಜ್ಞಾನ ಮತ್ತು ಪ್ರದರ್ಶನ ಪ್ರತಿಭೆಯನ್ನು ಪ್ರದರ್ಶಿಸಲು ವೇದಿಕೆ ಕಲ್ಪಿಸುವುದು ವಿದ್ಯಾರ್ಥಿಗಳಲ್ಲಿ ಕಲಿಕೆಯನ್ನು ಉತ್ತೇಜಿಸಿ, ವೈಜ್ಞಾನಿಕ ಮುಖ್ಯ, ರಚನಾತ್ಮಕ ಹಾಗೂ ಗುಣಾತ್ಮಕ ಚಿಂತನೆಗೆ ಪ್ರೇರಣೆ ನೀಡುತ್ತದೆ ಎಂದು ಕ್ಷೇತ್ರ ಶಿಕ್ಷಣಾಧಿಕಾರಿ ತಿಳಿಸಿದರು. ಪಟ್ಟಣದ ಶಾಲೆಯಲ್ಲಿ ರಾಷ್ಟ್ರೀಯ ವಿಜ್ಞಾನ ದಿನಾಚರಣೆ ಅಂಗವಾಗಿ ಆಯೋಜಿಸಿದ್ದ ವಿಜ್ಞಾನ ಪ್ರದರ್ಶನ ಉದ್ಘಾಟಿಸಿ ಮಾತನಾಡಿದರು. ವಿದ್ಯಾರ್ಥಿಗಳು ತಯಾರಿಸಿದ ವಿವಿಧ ಮಾದರಿಗಳು ಗಮನ ಸೆಳೆದವು. ವಿಜ್ಞಾನದ ಮೂಲಕ ಸಮಾಜದ ಸಮಸ್ಯೆಗಳಿಗೆ ಪರಿಹಾರ ಕಂಡುಕೊಳ್ಳಬೇಕು. ಮಕ್ಕಳಲ್ಲಿ ಪ್ರಶ್ನಿಸುವ ಮನೋಭಾವ ಬೆಳೆಸಬೇಕು. ಶಿಕ್ಷಕರು ಹಾಗೂ ಪೋಷಕರು ಪ್ರೋತ್ಸಾಹ ನೀಡಬೇಕು. ಕಾರ್ಯಕ್ರಮದಲ್ಲಿ ಶಾಲೆಯ ಮುಖ್ಯ ಶಿಕ್ಷಕರು, ಶಿಕ್ಷಕರು, ಎಸ್ಡಿಎಂಸಿ ಸದಸ್ಯರು ಹಾಗೂ ವಿದ್ಯಾರ್ಥಿಗಳು ಹಾಜರಿದ್ದರು.: [4, 912, 316, 968]
